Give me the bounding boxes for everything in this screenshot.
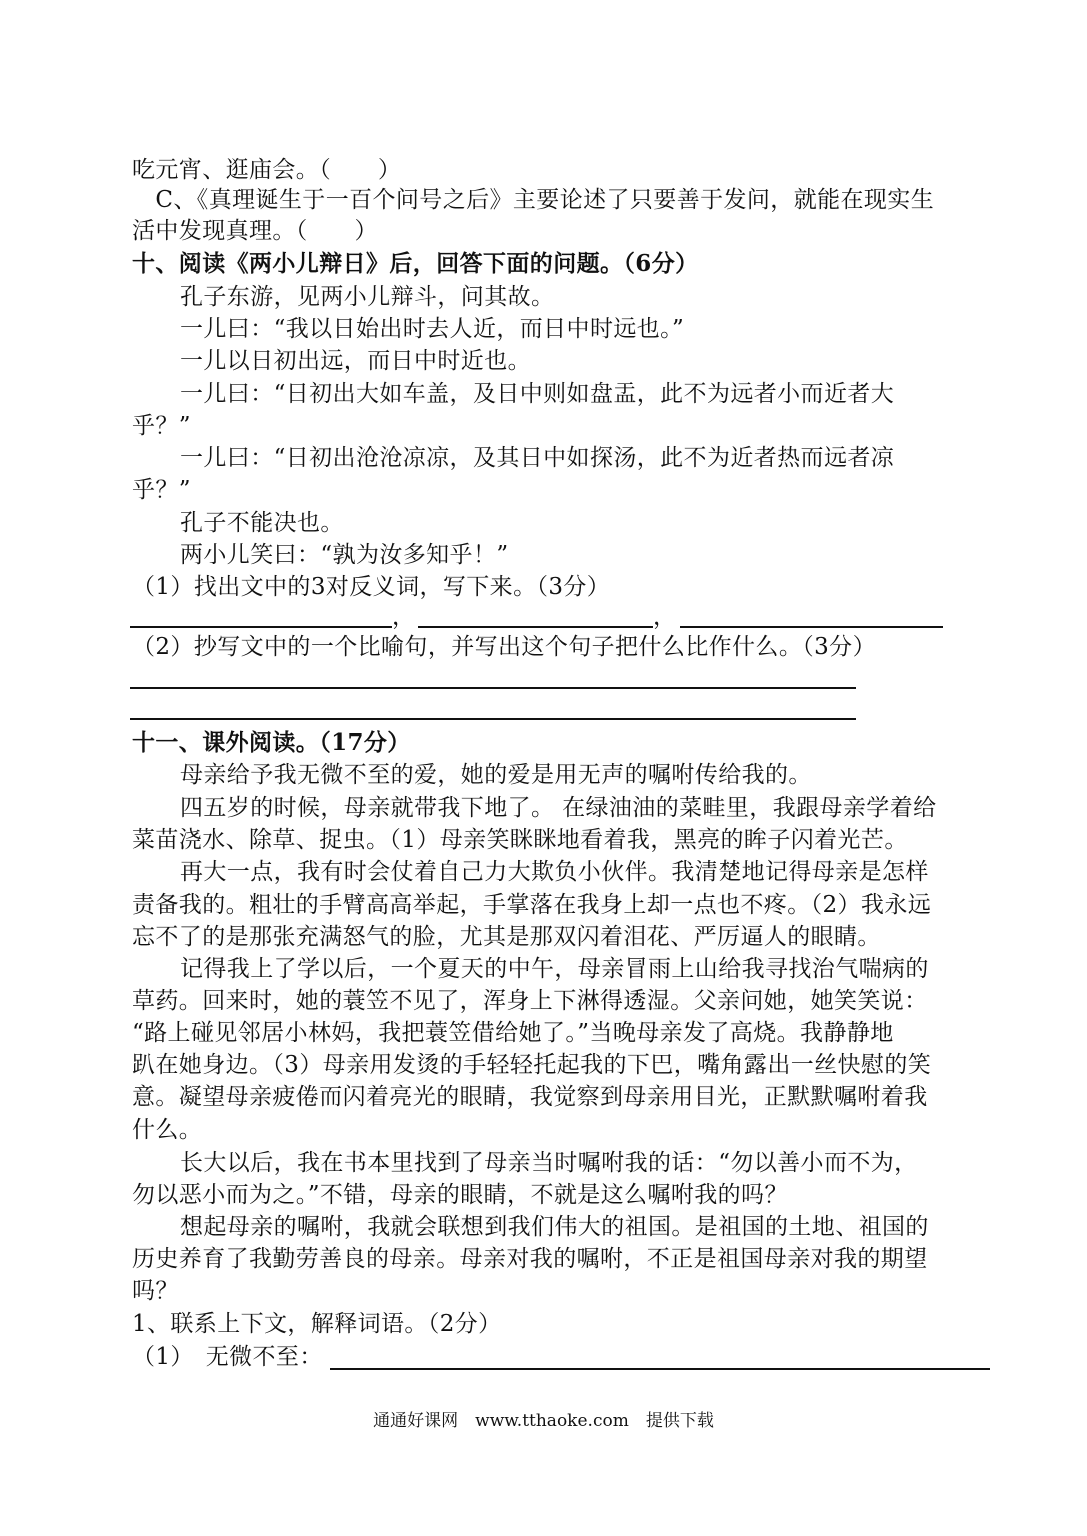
text-line: 吃元宵、逛庙会。（ ） xyxy=(132,157,402,183)
question-2: （2）抄写文中的一个比喻句，并写出这个句子把什么比作什么。（3分） xyxy=(132,634,876,660)
text-line: 忘不了的是那张充满怒气的脸，尤其是那双闪着泪花、严厉逼人的眼睛。 xyxy=(132,924,881,950)
text-line: C、《真理诞生于一百个问号之后》主要论述了只要善于发问，就能在现实生 xyxy=(132,187,935,213)
question-k1-1: （1） 无微不至： xyxy=(132,1344,323,1370)
blank-separator: ， xyxy=(392,604,416,630)
question-k1: 1、联系上下文，解释词语。（2分） xyxy=(132,1311,502,1337)
answer-blank-1[interactable] xyxy=(130,626,392,628)
answer-blank-2[interactable] xyxy=(418,626,653,628)
text-line: 勿以恶小而为之。”不错，母亲的眼睛，不就是这么嘱咐我的吗？ xyxy=(132,1182,788,1208)
text-line: 四五岁的时候，母亲就带我下地了。 在绿油油的菜畦里，我跟母亲学着给 xyxy=(180,795,937,821)
text-line: 母亲给予我无微不至的爱，她的爱是用无声的嘱咐传给我的。 xyxy=(180,762,812,788)
text-line: 活中发现真理。（ ） xyxy=(132,218,378,244)
question-1: （1）找出文中的3对反义词，写下来。（3分） xyxy=(132,574,611,600)
text-line: 历史养育了我勤劳善良的母亲。母亲对我的嘱咐，不正是祖国母亲对我的期望 xyxy=(132,1246,928,1272)
page-footer: 通通好课网 www.tthaoke.com 提供下载 xyxy=(373,1411,714,1431)
text-line: 吗？ xyxy=(132,1278,179,1304)
answer-line[interactable] xyxy=(130,718,856,720)
text-line: 想起母亲的嘱咐，我就会联想到我们伟大的祖国。是祖国的土地、祖国的 xyxy=(180,1214,929,1240)
text-line: 草药。回来时，她的蓑笠不见了，浑身上下淋得透湿。父亲问她，她笑笑说： xyxy=(132,988,928,1014)
text-line: 两小儿笑曰：“孰为汝多知乎！” xyxy=(180,542,509,568)
section-eleven-title: 十一、课外阅读。（17分） xyxy=(132,729,411,756)
section-ten-title: 十、阅读《两小儿辩日》后，回答下面的问题。（6分） xyxy=(132,250,699,277)
text-line: 什么。 xyxy=(132,1117,203,1143)
text-line: 再大一点，我有时会仗着自己力大欺负小伙伴。我清楚地记得母亲是怎样 xyxy=(180,859,929,885)
text-line: 意。凝望母亲疲倦而闪着亮光的眼睛，我觉察到母亲用目光，正默默嘱咐着我 xyxy=(132,1084,928,1110)
text-line: 一儿以日初出远，而日中时近也。 xyxy=(180,348,531,374)
text-line: 长大以后，我在书本里找到了母亲当时嘱咐我的话：“勿以善小而不为， xyxy=(180,1150,918,1176)
text-line: 孔子东游，见两小儿辩斗，问其故。 xyxy=(180,284,555,310)
text-line: 孔子不能决也。 xyxy=(180,510,344,536)
answer-blank-3[interactable] xyxy=(680,626,943,628)
text-line: 记得我上了学以后，一个夏天的中午，母亲冒雨上山给我寻找治气喘病的 xyxy=(180,956,929,982)
text-line: 一儿曰：“日初出沧沧凉凉，及其日中如探汤，此不为近者热而远者凉 xyxy=(180,445,895,471)
text-line: 乎？” xyxy=(132,477,191,503)
answer-line[interactable] xyxy=(330,1368,990,1370)
text-line: 一儿曰：“日初出大如车盖，及日中则如盘盂，此不为远者小而近者大 xyxy=(180,381,895,407)
text-line: 一儿曰：“我以日始出时去人近，而日中时远也。” xyxy=(180,316,685,342)
blank-separator: ， xyxy=(653,604,677,630)
text-line: 责备我的。粗壮的手臂高高举起，手掌落在我身上却一点也不疼。（2）我永远 xyxy=(132,892,932,918)
text-line: “路上碰见邻居小林妈，我把蓑笠借给她了。”当晚母亲发了高烧。我静静地 xyxy=(132,1020,894,1046)
text-line: 菜苗浇水、除草、捉虫。（1）母亲笑眯眯地看着我，黑亮的眸子闪着光芒。 xyxy=(132,827,908,853)
text-line: 乎？” xyxy=(132,413,191,439)
answer-line[interactable] xyxy=(130,687,856,689)
text-line: 趴在她身边。（3）母亲用发烫的手轻轻托起我的下巴，嘴角露出一丝快慰的笑 xyxy=(132,1052,932,1078)
